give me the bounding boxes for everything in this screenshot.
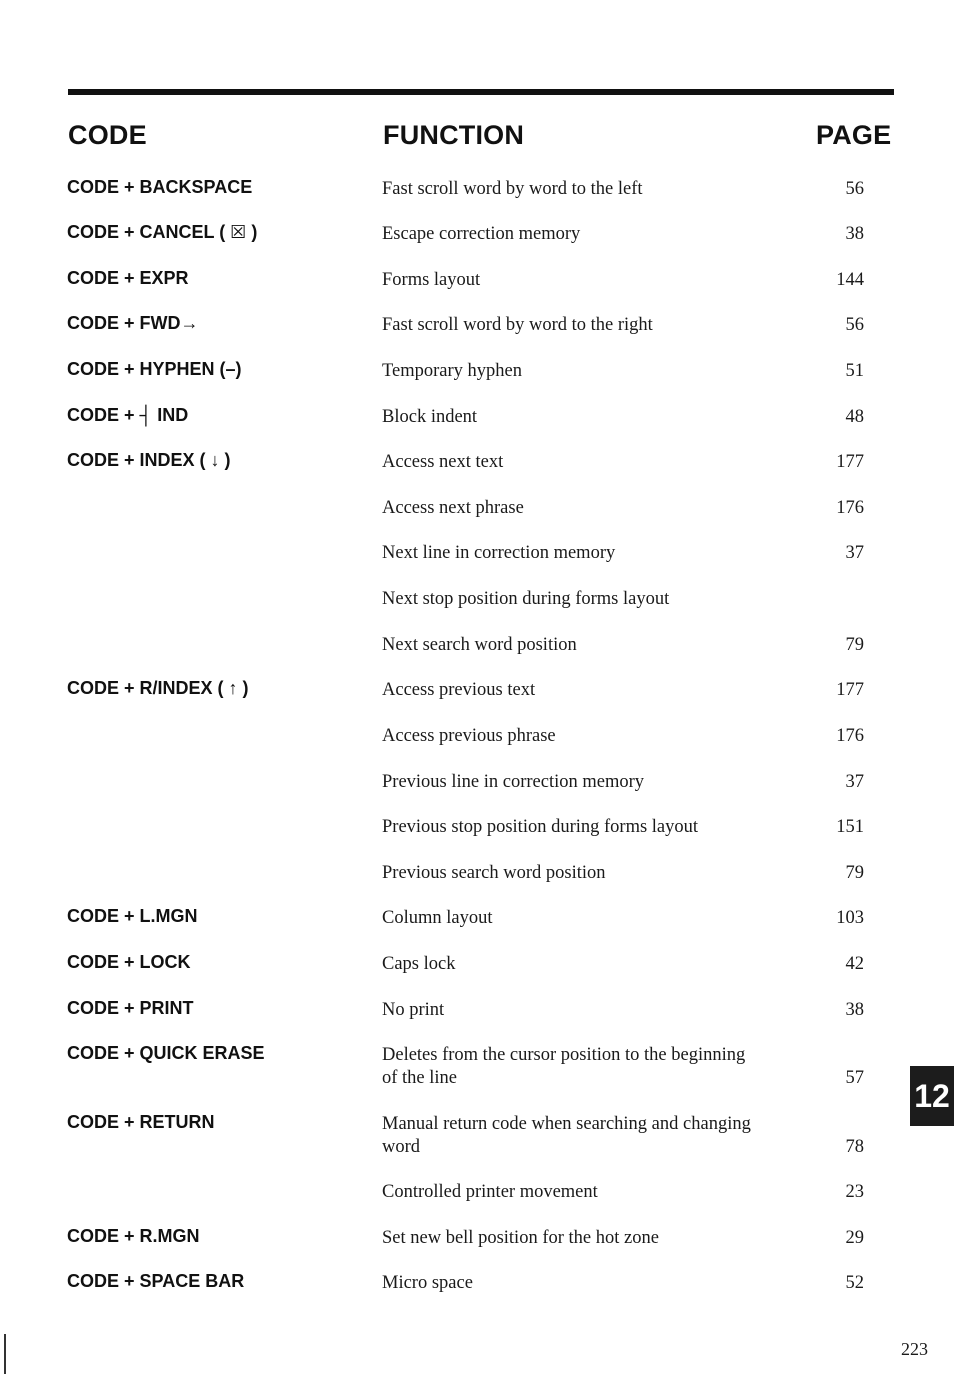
page-cell: 176	[836, 498, 864, 518]
function-cell: Fast scroll word by word to the right	[382, 315, 653, 335]
function-cell: Next line in correction memory	[382, 543, 616, 563]
code-cell: CODE + QUICK ERASE	[67, 1043, 265, 1063]
page-cell: 56	[845, 179, 864, 199]
code-cell: CODE + FWD→	[67, 313, 199, 333]
page-cell: 78	[845, 1137, 864, 1157]
page-cell: 38	[845, 1000, 864, 1020]
function-cell: Previous line in correction memory	[382, 772, 645, 792]
page-cell: 151	[836, 817, 864, 837]
function-cell: Temporary hyphen	[382, 361, 522, 381]
page-cell: 23	[845, 1182, 864, 1202]
function-cell: Access previous text	[382, 680, 536, 700]
function-cell: Previous search word position	[382, 863, 606, 883]
header-page: PAGE	[816, 120, 892, 150]
code-cell: CODE + RETURN	[67, 1112, 215, 1132]
chapter-tab: 12	[910, 1066, 954, 1126]
function-cell: Deletes from the cursor position to the beginning of the line	[382, 1045, 746, 1088]
function-cell: Caps lock	[382, 954, 456, 974]
page-cell: 79	[845, 863, 864, 883]
code-cell: CODE + CANCEL ( ☒ )	[67, 222, 258, 242]
code-cell: CODE + R/INDEX ( ↑ )	[67, 678, 249, 698]
function-cell: Block indent	[382, 407, 478, 427]
page-cell: 144	[836, 270, 864, 290]
code-cell: CODE + BACKSPACE	[67, 177, 253, 197]
function-cell: No print	[382, 1000, 445, 1020]
code-cell: CODE + PRINT	[67, 998, 194, 1018]
page-cell: 103	[836, 908, 864, 928]
page-cell: 42	[845, 954, 864, 974]
page-cell: 176	[836, 726, 864, 746]
function-cell: Forms layout	[382, 270, 481, 290]
function-cell: Fast scroll word by word to the left	[382, 179, 643, 199]
function-cell: Controlled printer movement	[382, 1182, 598, 1202]
page-cell: 37	[845, 543, 864, 563]
code-cell: CODE + L.MGN	[67, 906, 198, 926]
function-cell: Next stop position during forms layout	[382, 589, 670, 609]
code-cell: CODE + HYPHEN (–)	[67, 359, 242, 379]
function-cell: Access next text	[382, 452, 504, 472]
code-cell: CODE + EXPR	[67, 268, 189, 288]
function-cell: Access next phrase	[382, 498, 524, 518]
code-cell: CODE + ┤ IND	[67, 405, 189, 425]
code-cell: CODE + LOCK	[67, 952, 191, 972]
page-cell: 79	[845, 635, 864, 655]
function-cell: Micro space	[382, 1273, 473, 1293]
page-cell: 56	[845, 315, 864, 335]
page-cell: 57	[845, 1068, 864, 1088]
code-cell: CODE + INDEX ( ↓ )	[67, 450, 231, 470]
page-cell: 29	[845, 1228, 864, 1248]
function-cell: Column layout	[382, 908, 493, 928]
header-function: FUNCTION	[383, 120, 525, 150]
page-cell: 48	[845, 407, 864, 427]
page-cell: 37	[845, 772, 864, 792]
page-cell: 177	[836, 452, 864, 472]
function-cell: Access previous phrase	[382, 726, 556, 746]
page-cell: 38	[845, 224, 864, 244]
page-cell: 52	[845, 1273, 864, 1293]
header-code: CODE	[68, 120, 147, 150]
code-cell: CODE + SPACE BAR	[67, 1271, 245, 1291]
function-cell: Manual return code when searching and changing word	[382, 1114, 751, 1157]
page-cell: 177	[836, 680, 864, 700]
function-cell: Set new bell position for the hot zone	[382, 1228, 659, 1248]
function-cell: Escape correction memory	[382, 224, 581, 244]
page-number: 223	[901, 1339, 928, 1359]
function-cell: Previous stop position during forms layout	[382, 817, 699, 837]
page-edge-mark	[4, 1334, 6, 1374]
function-cell: Next search word position	[382, 635, 577, 655]
code-cell: CODE + R.MGN	[67, 1226, 200, 1246]
page-cell: 51	[845, 361, 864, 381]
